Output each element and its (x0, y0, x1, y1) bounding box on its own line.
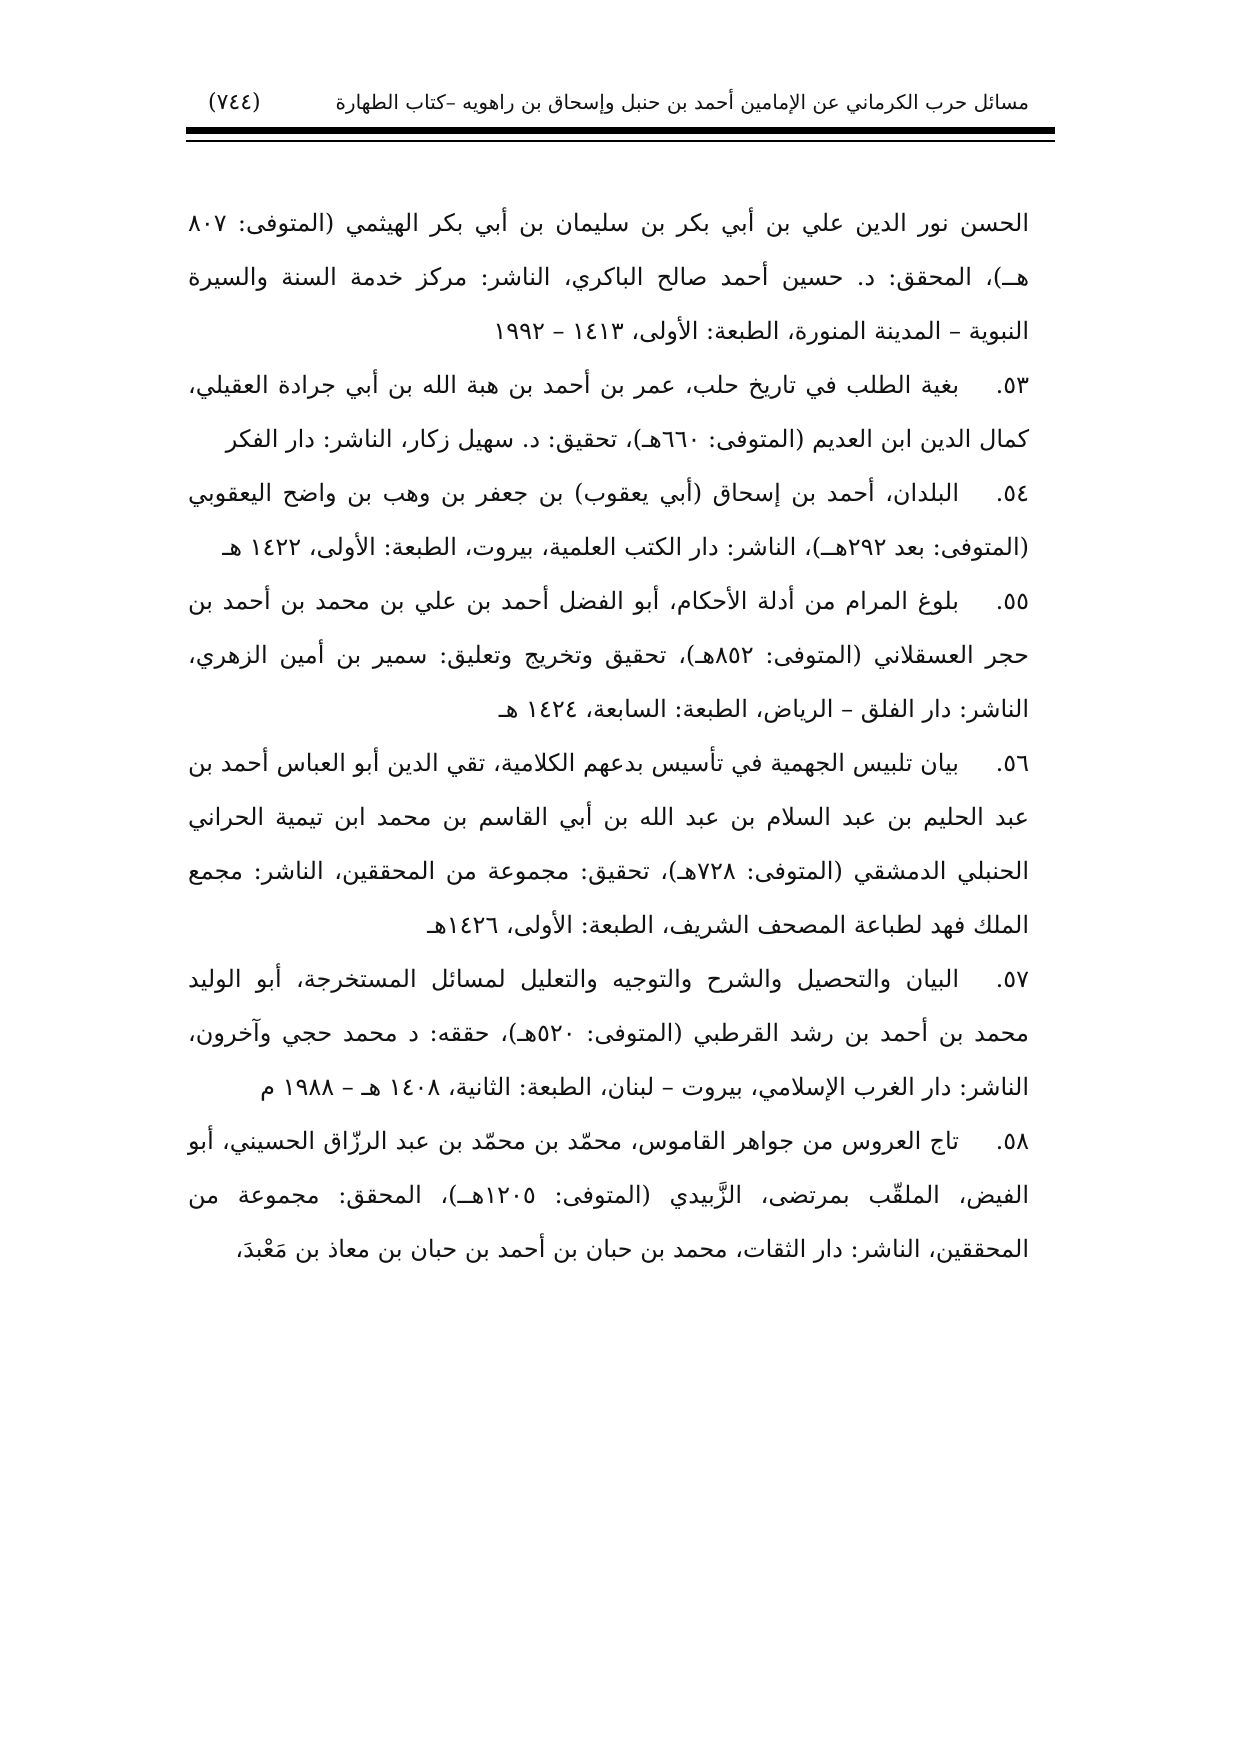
bibliography-entry-54 (188, 466, 1029, 574)
entry-text: البيان والتحصيل والشرح والتوجيه والتعليل لمسائل المستخرجة، أبو الوليد محمد بن أحمد بن رشد القرطبي (المتوفى: ٥٢٠هـ)، حققه: د محمد حجي وآخرون، الناشر: دار الغرب الإسلامي، بيروت – لبنان، الطبعة: الثانية، ١٤٠٨ هـ – ١٩٨٨ م (188, 965, 1029, 1101)
entry-number: ٥٤. (995, 479, 1029, 507)
entry-text: البلدان، أحمد بن إسحاق (أبي يعقوب) بن جعفر بن وهب بن واضح اليعقوبي (المتوفى: بعد ٢٩٢هــ)، الناشر: دار الكتب العلمية، بيروت، الطبعة: الأولى، ١٤٢٢ هـ (188, 479, 1029, 561)
header-title: مسائل حرب الكرماني عن الإمامين أحمد بن حنبل وإسحاق بن راهويه –كتاب الطهارة (335, 90, 1029, 114)
entry-number: ٥٨. (995, 1127, 1029, 1155)
entry-text: تاج العروس من جواهر القاموس، محمّد بن محمّد بن عبد الرزّاق الحسيني، أبو الفيض، الملقّب بمرتضى، الزَّبيدي (المتوفى: ١٢٠٥هــ)، المحقق: مجموعة من المحققين، الناشر: دار الثقات، محمد بن حبان بن أحمد بن حبان بن معاذ بن مَعْبدَ، (188, 1127, 1029, 1263)
continuation-paragraph: الحسن نور الدين علي بن أبي بكر بن سليمان بن أبي بكر الهيثمي (المتوفى: ٨٠٧ هــ)، المحقق: د. حسين أحمد صالح الباكري، الناشر: مركز خدمة السنة والسيرة النبوية – المدينة المنورة، الطبعة: الأولى، ١٤١٣ – ١٩٩٢ (188, 209, 1029, 345)
entry-text: بغية الطلب في تاريخ حلب، عمر بن أحمد بن هبة الله بن أبي جرادة العقيلي، كمال الدين ابن العديم (المتوفى: ٦٦٠هـ)، تحقيق: د. سهيل زكار، الناشر: دار الفكر (188, 371, 1029, 453)
bibliography-entry-55 (188, 574, 1029, 736)
entry-text: بيان تلبيس الجهمية في تأسيس بدعهم الكلامية، تقي الدين أبو العباس أحمد بن عبد الحليم بن عبد السلام بن عبد الله بن أبي القاسم بن محمد ابن تيمية الحراني الحنبلي الدمشقي (المتوفى: ٧٢٨هـ)، تحقيق: مجموعة من المحققين، الناشر: مجمع الملك فهد لطباعة المصحف الشريف، الطبعة: الأولى، ١٤٢٦هـ (188, 749, 1030, 939)
bibliography-entry-58 (188, 1114, 1029, 1276)
page-number: (٧٤٤) (208, 89, 261, 115)
entry-number: ٥٦. (995, 749, 1029, 777)
bibliography-entry-57 (188, 952, 1029, 1114)
header-rule-thick (186, 127, 1055, 134)
bibliography-entry-53 (188, 358, 1029, 466)
entry-number: ٥٣. (995, 371, 1029, 399)
bibliography-body (188, 196, 1029, 1276)
entry-number: ٥٥. (995, 587, 1029, 615)
running-header (208, 82, 1029, 122)
entry-number: ٥٧. (995, 965, 1029, 993)
entry-text: بلوغ المرام من أدلة الأحكام، أبو الفضل أحمد بن علي بن محمد بن أحمد بن حجر العسقلاني (المتوفى: ٨٥٢هـ)، تحقيق وتخريج وتعليق: سمير بن أمين الزهري، الناشر: دار الفلق – الرياض، الطبعة: السابعة، ١٤٢٤ هـ (188, 587, 1030, 723)
bibliography-entry-56 (188, 736, 1029, 952)
header-rule-thin (186, 140, 1055, 142)
